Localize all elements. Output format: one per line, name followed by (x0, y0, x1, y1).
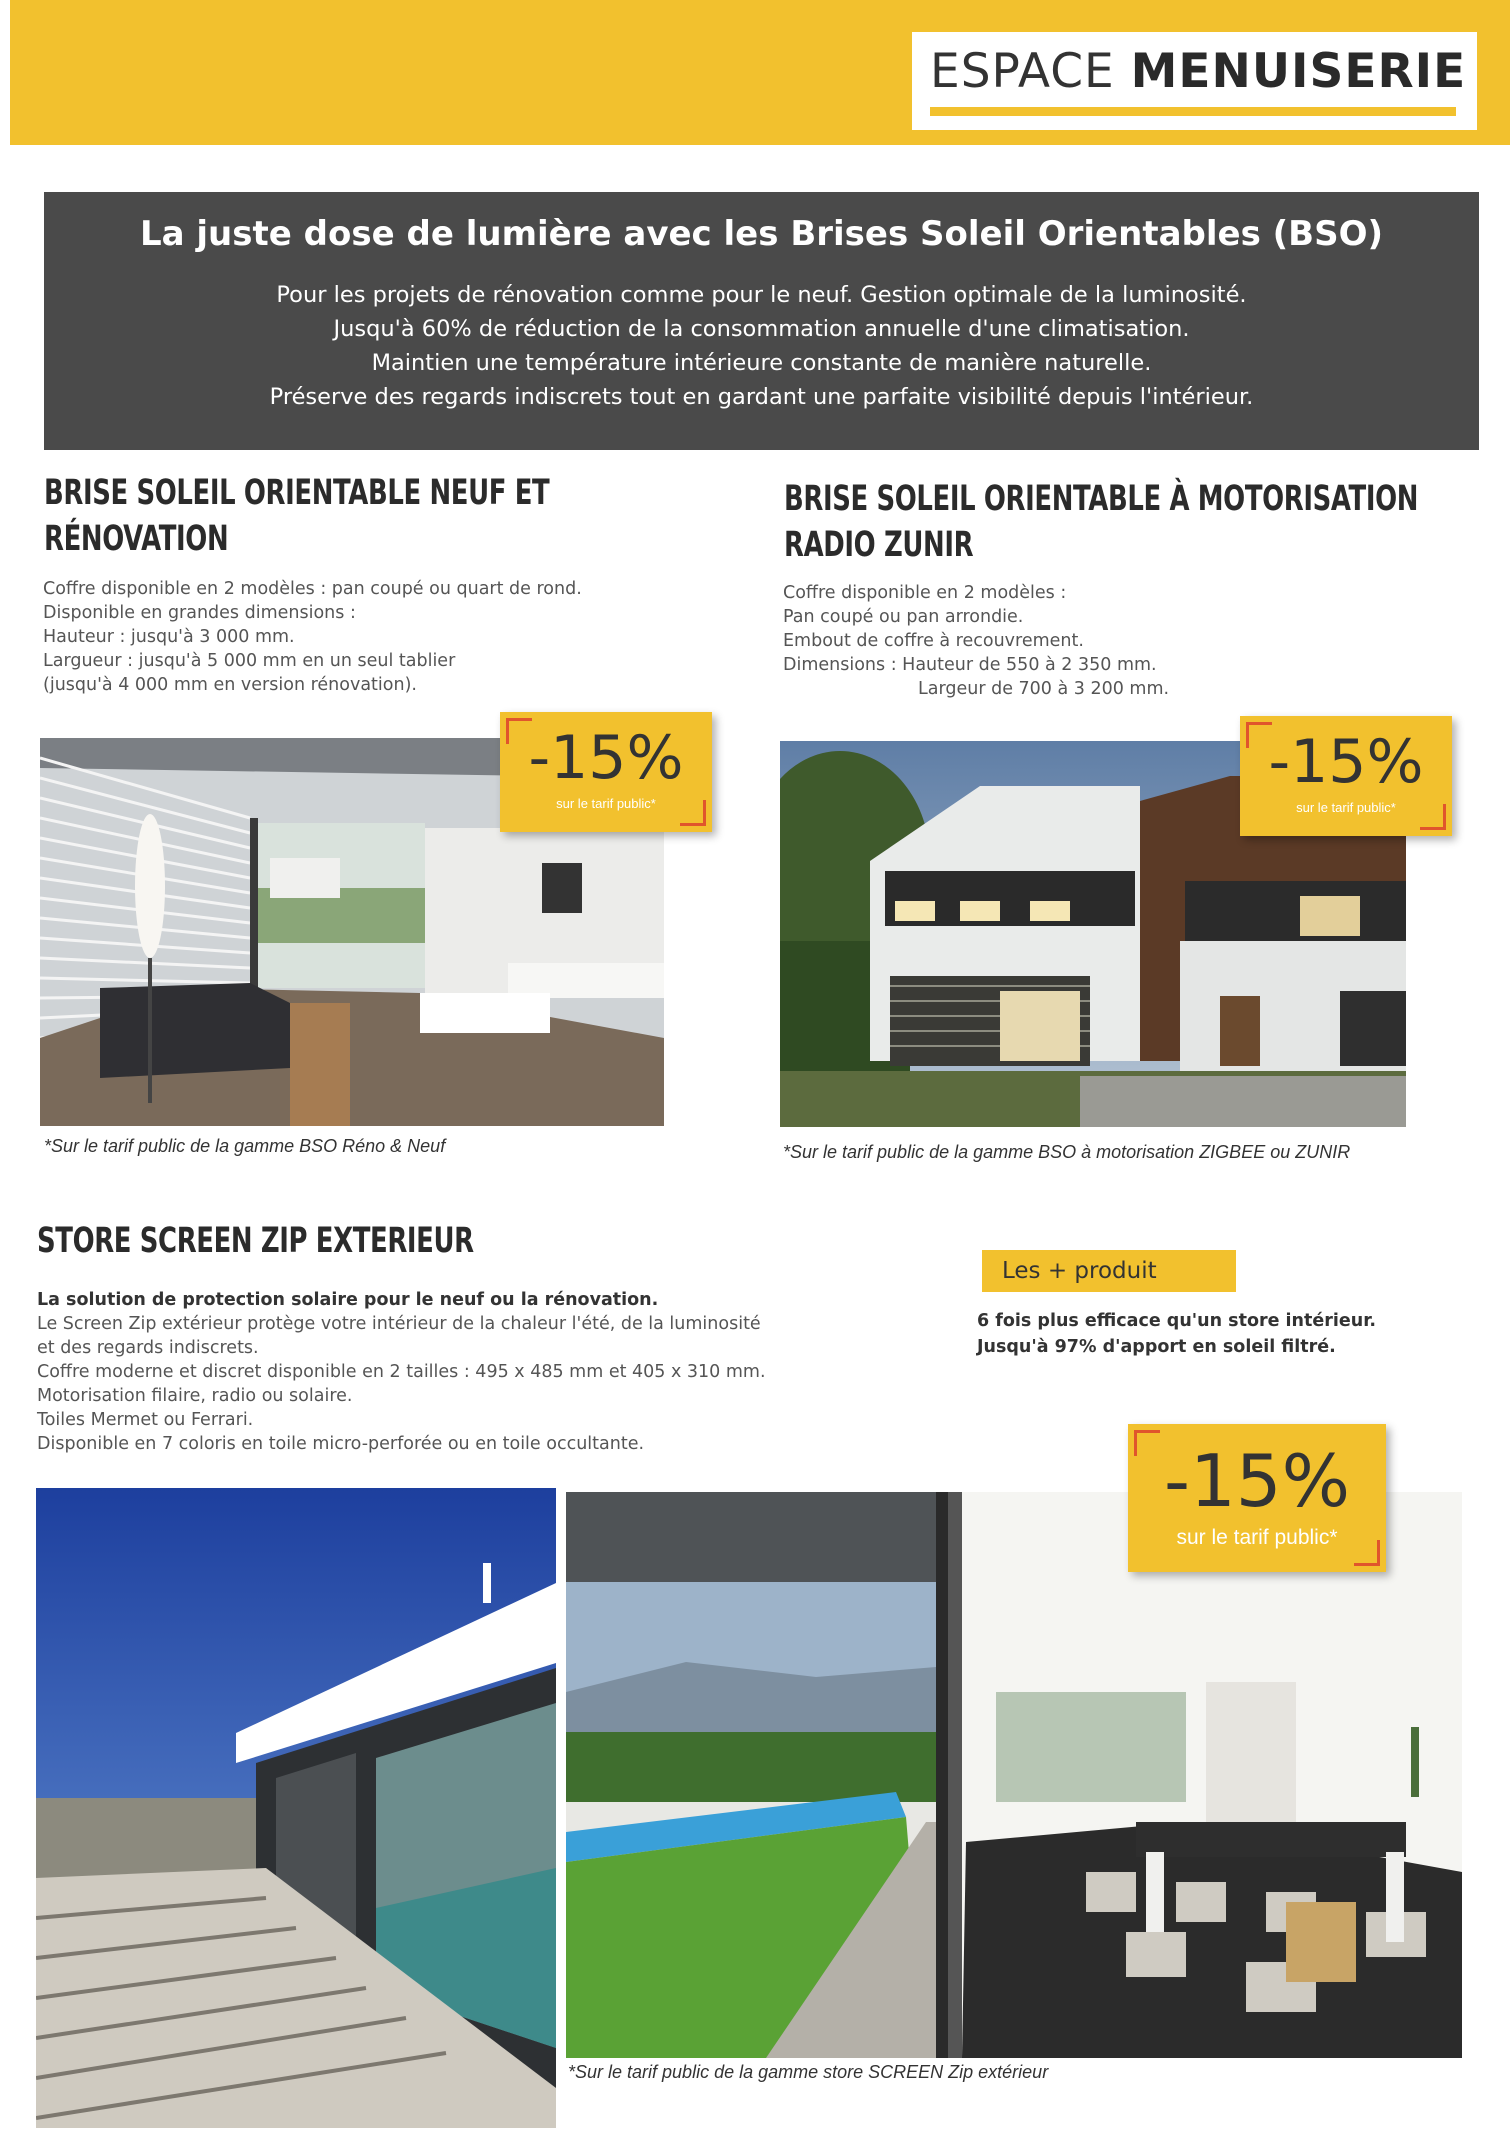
promo-percent: -15% (528, 723, 684, 793)
corner-accent (680, 800, 706, 826)
brand-title: ESPACE MENUISERIE (930, 44, 1467, 99)
promo-percent: -15% (1268, 727, 1424, 797)
plus-produit-text: 6 fois plus efficace qu'un store intérieur. Jusqu'à 97% d'apport en soleil filtré. (977, 1311, 1376, 1357)
corner-accent (1354, 1540, 1380, 1566)
section-title-bso-neuf: BRISE SOLEIL ORIENTABLE NEUF ET RÉNOVATION (44, 473, 550, 559)
caption-screen-zip: *Sur le tarif public de la gamme store SCREEN Zip extérieur (568, 2062, 1049, 2082)
promo-percent: -15% (1163, 1439, 1350, 1523)
section-text-screen-zip: La solution de protection solaire pour le neuf ou la rénovation. Le Screen Zip extérieur protège votre intérieur de la chaleur l'été, de la luminosité et des regards indiscrets. Coffre moderne et discret disponible en 2 tailles : 495 x 485 mm et 405 x 310 mm. Motorisation filaire, radio ou solaire. Toiles Mermet ou Ferrari. Disponible en 7 coloris en toile micro-perforée ou en toile occultante. (37, 1290, 766, 1454)
brand-logo (912, 32, 1477, 130)
promo-subtext: sur le tarif public* (1296, 800, 1396, 815)
intro-banner (44, 192, 1479, 450)
corner-accent (1134, 1430, 1160, 1456)
promo-badge-screen-zip (1128, 1424, 1386, 1572)
corner-accent (1246, 722, 1272, 748)
promo-badge-bso-neuf (500, 712, 712, 832)
section-text-bso-radio: Coffre disponible en 2 modèles : Pan coupé ou pan arrondie. Embout de coffre à recouvrement. Dimensions : Hauteur de 550 à 2 350 mm. Largeur de 700 à 3 200 mm. (783, 583, 1170, 699)
corner-accent (506, 718, 532, 744)
section-title-screen-zip: STORE SCREEN ZIP EXTERIEUR (37, 1221, 474, 1261)
banner-text: Pour les projets de rénovation comme pour le neuf. Gestion optimale de la luminosité. Jusqu'à 60% de réduction de la consommation annuelle d'une climatisation. Maintien une température intérieure constante de manière naturelle. Préserve des regards indiscrets tout en gardant une parfaite visibilité depuis l'intérieur. (269, 282, 1254, 410)
promo-subtext: sur le tarif public* (556, 796, 656, 811)
photo-pool-interior (566, 1492, 1462, 2058)
corner-accent (1420, 804, 1446, 830)
plus-produit-badge: Les + produit (982, 1250, 1236, 1292)
brand-underline (930, 107, 1456, 116)
section-text-bso-neuf: Coffre disponible en 2 modèles : pan coupé ou quart de rond. Disponible en grandes dimensions : Hauteur : jusqu'à 3 000 mm. Largueur : jusqu'à 5 000 mm en un seul tablier (jusqu'à 4 000 mm en version rénovation). (43, 579, 582, 695)
section-title-bso-radio: BRISE SOLEIL ORIENTABLE À MOTORISATION RADIO ZUNIR (784, 479, 1419, 565)
caption-bso-neuf: *Sur le tarif public de la gamme BSO Réno & Neuf (44, 1136, 446, 1156)
promo-badge-bso-radio (1240, 716, 1452, 836)
caption-bso-radio: *Sur le tarif public de la gamme BSO à motorisation ZIGBEE ou ZUNIR (783, 1142, 1351, 1162)
banner-title: La juste dose de lumière avec les Brises Soleil Orientables (BSO) (139, 214, 1384, 254)
promo-subtext: sur le tarif public* (1176, 1526, 1338, 1549)
photo-terrace-screen (36, 1488, 556, 2128)
